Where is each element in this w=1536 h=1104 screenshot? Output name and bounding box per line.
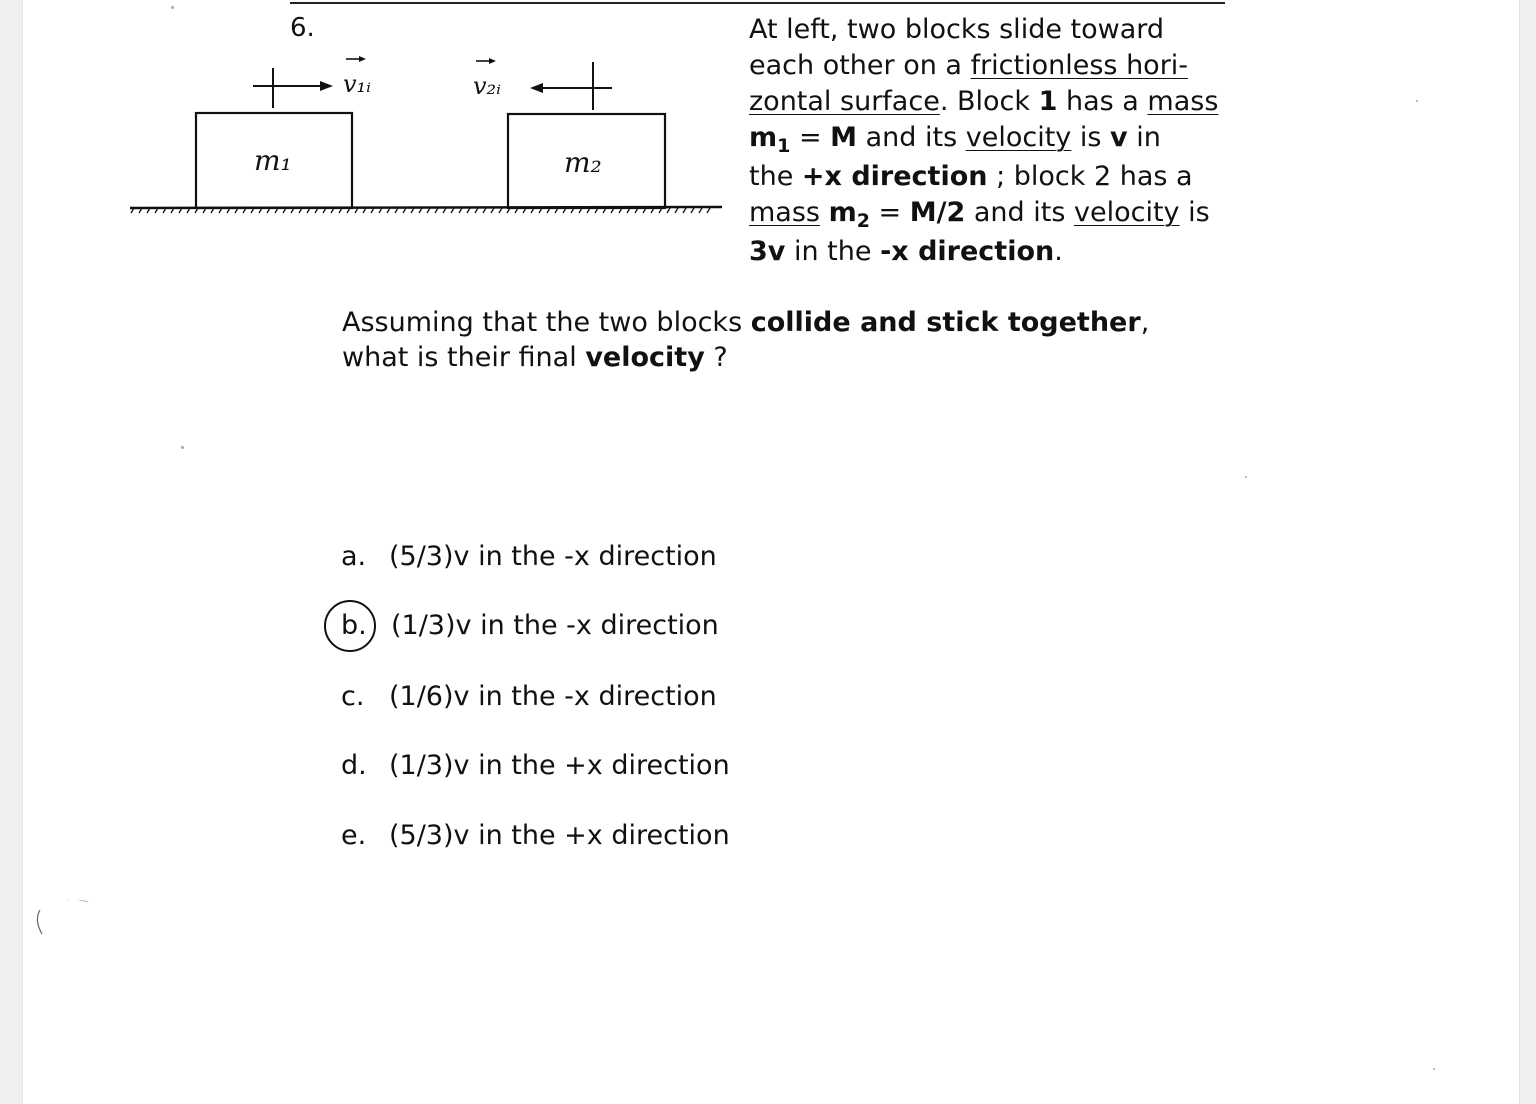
velocity-arrow-2 <box>530 62 612 110</box>
choice-text: (5/3)v in the +x direction <box>389 820 730 851</box>
prompt-line-1: Assuming that the two blocks collide and stick together, <box>342 307 1150 338</box>
choice-e[interactable] <box>341 819 730 853</box>
description-line-4: $m_1 = M$ and its velocity is v in <box>749 122 1161 157</box>
description-line-5: the +x direction ; block 2 has a <box>749 161 1193 192</box>
block-1-label: m₁ <box>254 144 292 177</box>
top-divider-rule <box>290 2 1225 4</box>
question-prompt <box>342 305 1149 375</box>
velocity-label-2: v₂ᵢ <box>473 72 502 100</box>
description-line-6: mass $m_2 = M/2$ and its velocity is <box>749 197 1210 232</box>
velocity-label-2-arrow <box>476 58 496 64</box>
choice-letter: b. <box>341 610 367 641</box>
block-2-label: m₂ <box>564 146 602 179</box>
choice-c[interactable] <box>341 680 717 714</box>
velocity-label-1-arrow <box>346 56 366 62</box>
choice-text: (1/3)v in the +x direction <box>389 750 730 781</box>
problem-description <box>749 12 1239 270</box>
choice-text: (1/6)v in the -x direction <box>389 681 717 712</box>
velocity-label-1: v₁ᵢ <box>343 70 372 98</box>
collision-diagram <box>128 50 728 220</box>
choice-text: (5/3)v in the -x direction <box>389 541 717 572</box>
description-line-7: 3v in the -x direction. <box>749 236 1063 267</box>
scan-artifact-mark <box>30 900 90 940</box>
choice-letter: e. <box>341 820 367 851</box>
question-number: 6. <box>290 13 315 43</box>
choice-letter: a. <box>341 541 367 572</box>
velocity-arrow-1 <box>253 68 333 108</box>
description-line-2: each other on a frictionless hori- <box>749 50 1189 81</box>
choice-letter: d. <box>341 750 367 781</box>
choice-d[interactable] <box>341 749 730 783</box>
prompt-line-2: what is their final velocity ? <box>342 342 728 373</box>
description-line-1: At left, two blocks slide toward <box>749 14 1165 45</box>
choice-a[interactable] <box>341 540 717 574</box>
description-line-3: zontal surface. Block 1 has a mass <box>749 86 1219 117</box>
choice-letter: c. <box>341 681 365 712</box>
choice-b[interactable] <box>341 609 719 643</box>
choice-text: (1/3)v in the -x direction <box>391 610 719 641</box>
